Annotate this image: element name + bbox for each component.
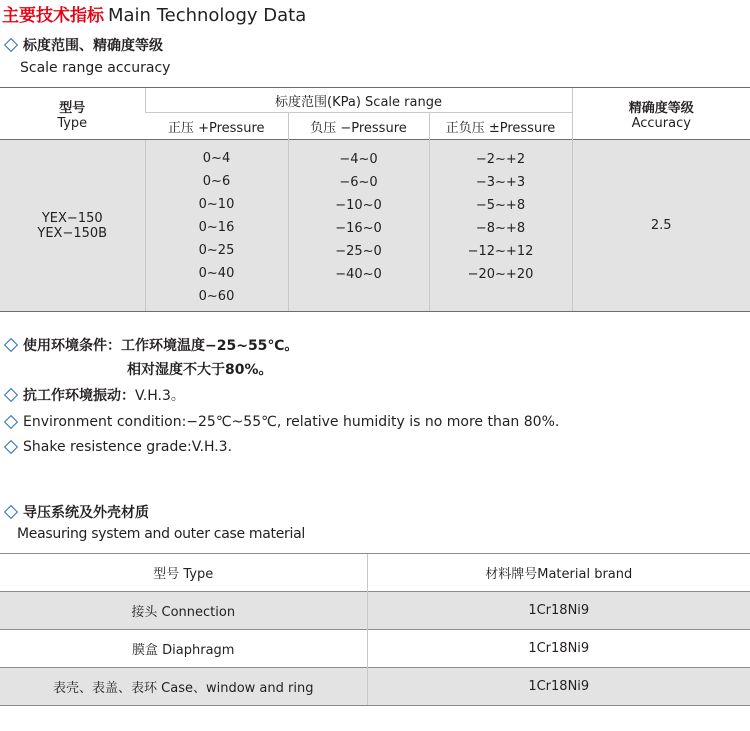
model-cell	[0, 140, 145, 312]
diamond-bullet-icon	[4, 505, 18, 519]
part-cell: 接头 Connection	[0, 592, 367, 630]
section2-subheading: Measuring system and outer case material	[17, 526, 305, 542]
condition-line-3: 抗工作环境振动： V.H.3。	[3, 385, 185, 405]
section1-heading-text: 标度范围、精确度等级	[23, 38, 163, 54]
range-header: 标度范围(KPa) Scale range	[145, 88, 572, 113]
material-cell: 1Cr18Ni9	[367, 592, 750, 630]
diamond-bullet-icon	[4, 338, 18, 352]
title-en: Main Technology Data	[108, 5, 307, 26]
negative-value: −25~0	[335, 244, 382, 259]
diamond-bullet-icon	[4, 415, 18, 429]
page-title	[2, 1, 306, 25]
both-value: −8~+8	[475, 221, 526, 236]
section1-subheading: Scale range accuracy	[20, 60, 171, 76]
diamond-bullet-icon	[4, 388, 18, 402]
positive-value: 0~40	[198, 266, 235, 281]
diamond-bullet-icon	[4, 38, 18, 52]
positive-header: 正压 +Pressure	[145, 113, 288, 140]
condition-line-4: Environment condition:−25℃~55℃, relative humidity is no more than 80%.	[3, 414, 559, 430]
scale-range-table	[0, 87, 750, 312]
section2-heading-text: 导压系统及外壳材质	[23, 505, 149, 521]
diamond-bullet-icon	[4, 440, 18, 454]
material-header: 材料牌号Material brand	[367, 554, 750, 592]
both-value: −2~+2	[475, 152, 526, 167]
positive-value: 0~4	[202, 151, 231, 166]
part-cell: 膜盒 Diaphragm	[0, 630, 367, 668]
material-cell: 1Cr18Ni9	[367, 630, 750, 668]
positive-value: 0~25	[198, 243, 235, 258]
negative-value: −40~0	[335, 267, 382, 282]
part-cell: 表壳、表盖、表环 Case、window and ring	[0, 668, 367, 706]
negative-value: −6~0	[339, 175, 378, 190]
both-header: 正负压 ±Pressure	[429, 113, 572, 140]
positive-value: 0~10	[198, 197, 235, 212]
table-row	[0, 630, 750, 668]
condition-line-1: 使用环境条件： 工作环境温度−25~55℃。	[3, 335, 298, 355]
table-row	[0, 592, 750, 630]
model-yex-150: YEX−150	[41, 210, 103, 226]
negative-header: 负压 −Pressure	[288, 113, 429, 140]
both-value: −5~+8	[475, 198, 526, 213]
positive-values	[145, 140, 288, 312]
negative-value: −4~0	[339, 152, 378, 167]
accuracy-header: 精确度等级 Accuracy	[572, 88, 750, 140]
title-cn: 主要技术指标	[2, 6, 104, 26]
model-yex-150b: YEX−150B	[37, 225, 108, 241]
both-value: −20~+20	[467, 267, 534, 282]
positive-value: 0~60	[198, 289, 235, 304]
material-table	[0, 553, 750, 706]
both-value: −3~+3	[475, 175, 526, 190]
negative-value: −16~0	[335, 221, 382, 236]
table-row	[0, 668, 750, 706]
section2-heading	[3, 502, 149, 522]
both-values	[429, 140, 572, 312]
section1-heading	[3, 35, 163, 55]
positive-value: 0~16	[198, 220, 235, 235]
negative-value: −10~0	[335, 198, 382, 213]
type-header: 型号 Type	[0, 88, 145, 140]
positive-value: 0~6	[202, 174, 231, 189]
condition-line-5: Shake resistence grade:V.H.3.	[3, 439, 232, 455]
condition-line-2: 相对湿度不大于80%。	[127, 362, 273, 378]
both-value: −12~+12	[467, 244, 534, 259]
accuracy-value: 2.5	[572, 140, 750, 312]
negative-values	[288, 140, 429, 312]
part-header: 型号 Type	[0, 554, 367, 592]
material-cell: 1Cr18Ni9	[367, 668, 750, 706]
